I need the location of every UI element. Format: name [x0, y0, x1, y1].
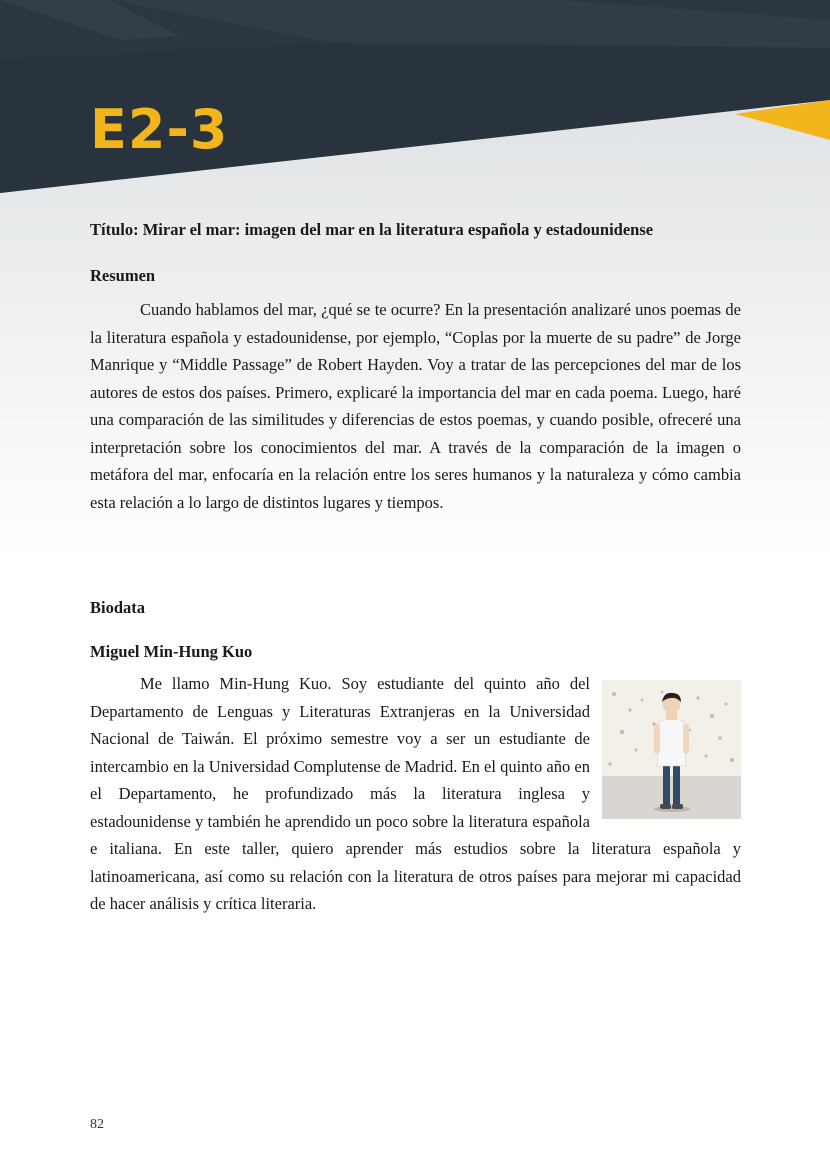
section-code: E2-3	[90, 98, 229, 161]
biodata-heading: Biodata	[90, 598, 146, 617]
biodata-paragraph: Me llamo Min-Hung Kuo. Soy estudiante del quinto año del Departamento de Lenguas y Literaturas Extranjeras en la Universidad Nacional de Taiwán. El próximo semestre voy a ser un estudiante de intercambio en la Universidad Complutense de Madrid. En el quinto año en el Departamento, he profundizado más la literatura inglesa y estadounidense y también he aprendido un poco sobre la literatura española e italiana. En este taller, quiero aprender más estudios sobre la literatura española y latinoamericana, así como su relación con la literatura de otros países para mejorar mi capacidad de hacer análisis y crítica literaria.	[90, 674, 741, 913]
resumen-paragraph: Cuando hablamos del mar, ¿qué se te ocurre? En la presentación analizaré unos poemas de la literatura española y estadounidense, por ejemplo, “Coplas por la muerte de su padre” de Jorge Manrique y “Middle Passage” de Robert Hayden. Voy a tratar de las percepciones del mar de los autores de estos dos países. Primero, explicaré la importancia del mar en cada poema. Luego, haré una comparación de las similitudes y diferencias de estos poemas, y cuando posible, ofreceré una interpretación sobre los conocimientos del mar. A través de la comparación de la imagen o metáfora del mar, enfocaría en la relación entre los seres humanos y la naturaleza y cómo cambia esta relación a lo largo de distintos lugares y tiempos.	[90, 300, 741, 512]
author-name: Miguel Min-Hung Kuo	[90, 642, 253, 661]
resumen-heading: Resumen	[90, 266, 156, 285]
main-content	[90, 218, 741, 918]
author-photo	[602, 680, 741, 819]
paper-title: Título: Mirar el mar: imagen del mar en la literatura española y estadounidense	[90, 220, 654, 239]
page-number: 82	[90, 1117, 104, 1132]
